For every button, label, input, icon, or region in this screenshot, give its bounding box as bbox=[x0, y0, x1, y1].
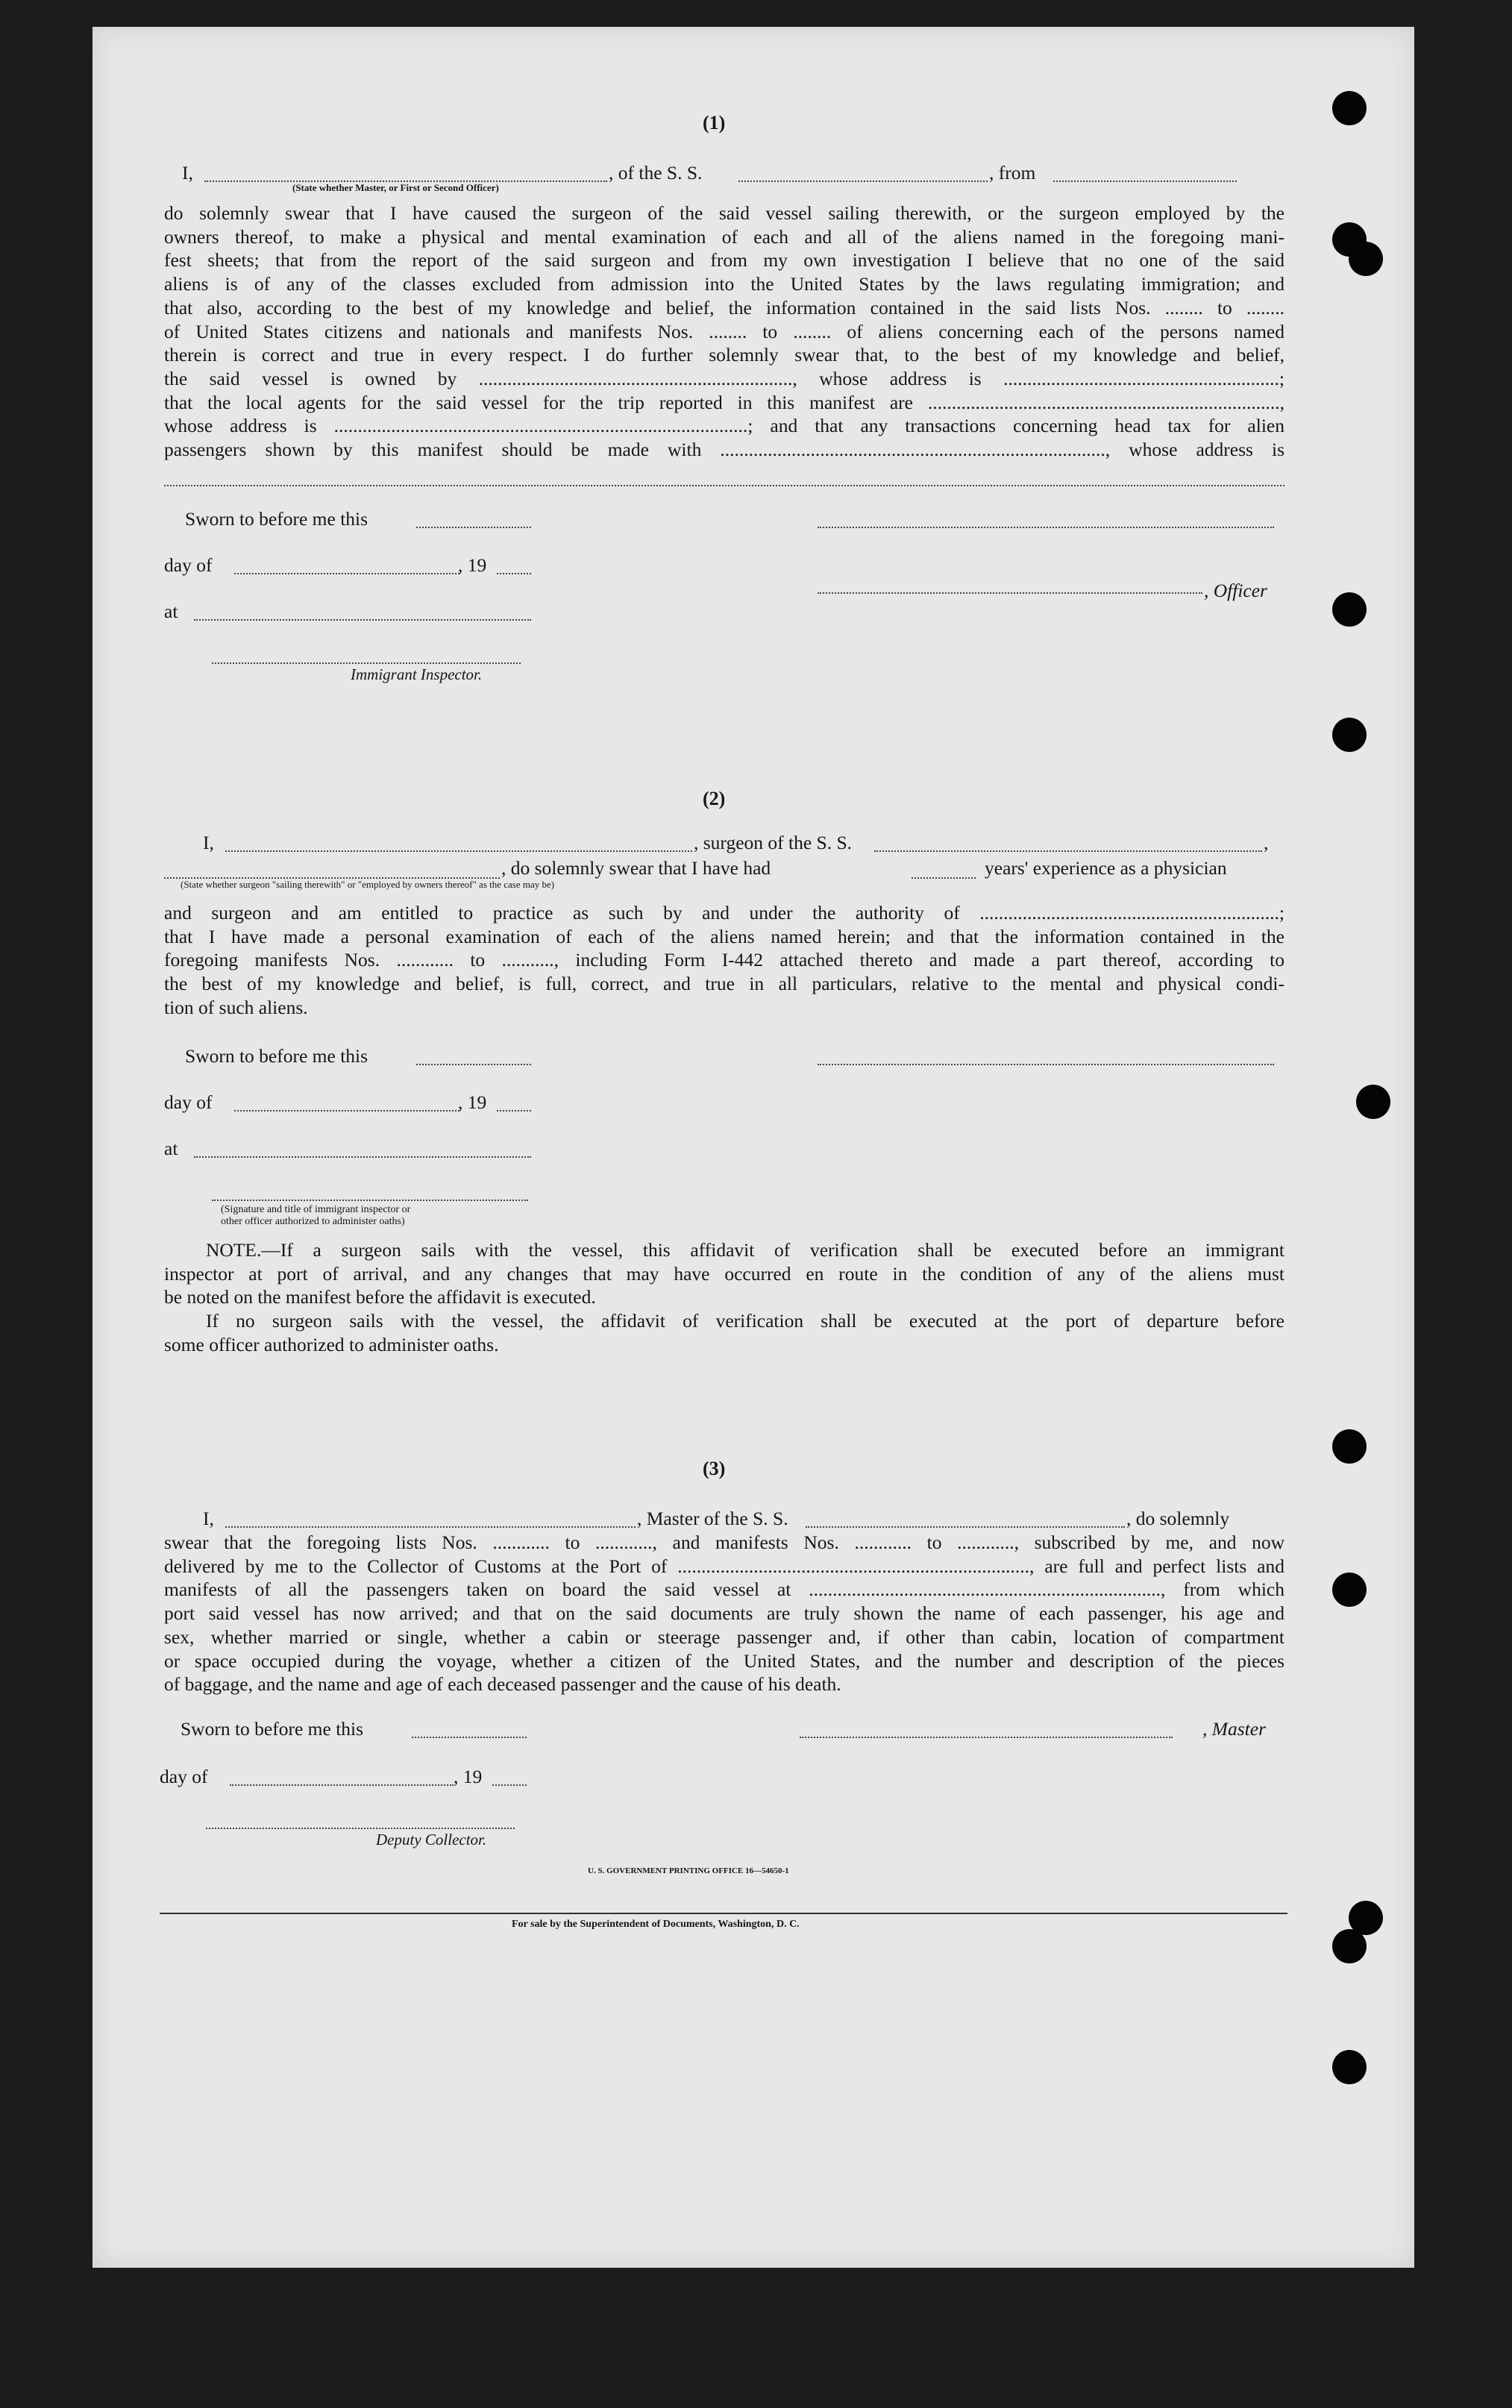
from-port-field[interactable] bbox=[1053, 181, 1237, 182]
punch-hole bbox=[1332, 592, 1367, 627]
section-1-line: passengers shown by this manifest should be made with ................................................................................., whose address is bbox=[164, 439, 1284, 461]
officer-signature-line-1[interactable] bbox=[818, 527, 1274, 528]
sworn-date-field[interactable] bbox=[416, 527, 531, 528]
surgeon-signature-line[interactable] bbox=[818, 1064, 1274, 1065]
punch-hole bbox=[1332, 91, 1367, 125]
section-2-sworn-date-field[interactable] bbox=[416, 1064, 531, 1065]
section-3-year-field[interactable] bbox=[492, 1784, 527, 1786]
section-3-line: or space occupied during the voyage, whether a citizen of the United States, and the number and description of the pieces bbox=[164, 1649, 1284, 1672]
master-signature-line[interactable] bbox=[800, 1737, 1173, 1738]
surgeon-name-field[interactable] bbox=[225, 850, 692, 852]
section-2-at-field[interactable] bbox=[194, 1156, 531, 1158]
section-2-line: tion of such aliens. bbox=[164, 996, 308, 1018]
section-1-line: the said vessel is owned by .................................................................., whose address is ..........................................................; bbox=[164, 367, 1284, 389]
section-1-line: of United States citizens and nationals and manifests Nos. ........ to ........ of aliens concerning each of the persons named bbox=[164, 320, 1284, 342]
footer-sale-note: For sale by the Superintendent of Documents, Washington, D. C. bbox=[512, 1919, 800, 1930]
section-1-number: (1) bbox=[703, 112, 726, 134]
section-1-state-note: (State whether Master, or First or Second Officer) bbox=[292, 182, 499, 193]
section-2-day-of: day of bbox=[164, 1091, 213, 1113]
vessel-name-field[interactable] bbox=[738, 181, 988, 182]
section-3-sworn: Sworn to before me this bbox=[181, 1718, 364, 1740]
section-3-line: delivered by me to the Collector of Customs at the Port of .........................................................................., are full and perfect lists and bbox=[164, 1555, 1284, 1577]
section-2-i-label: I, bbox=[203, 832, 214, 853]
section-2-at: at bbox=[164, 1138, 178, 1159]
section-3-line: sex, whether married or single, whether a cabin or steerage passenger and, if other than cabin, location of compartment bbox=[164, 1625, 1284, 1648]
punch-hole bbox=[1332, 1929, 1367, 1963]
section-2-sworn: Sworn to before me this bbox=[185, 1045, 368, 1067]
section-3-line: manifests of all the passengers taken on board the said vessel at .........................................................................., from which bbox=[164, 1578, 1284, 1601]
section-1-line: owners thereof, to make a physical and mental examination of each and all of the aliens named in the foregoing mani- bbox=[164, 225, 1284, 248]
form-sheet bbox=[92, 27, 1414, 2268]
section-1-from: , from bbox=[989, 162, 1036, 184]
inspector-signature-line[interactable] bbox=[212, 662, 521, 664]
section-1-line: aliens is of any of the classes excluded from admission into the United States by the laws regulating immigration; and bbox=[164, 273, 1284, 295]
section-3-oath-text bbox=[164, 1531, 1284, 1696]
note-line: NOTE.—If a surgeon sails with the vessel, this affidavit of verification shall be executed before an immigrant bbox=[206, 1239, 1284, 1261]
section-2-year-field[interactable] bbox=[497, 1110, 531, 1111]
section-1-officer: , Officer bbox=[1204, 580, 1267, 601]
section-2-day-of-field[interactable] bbox=[234, 1110, 459, 1111]
section-1-line: do solemnly swear that I have caused the surgeon of the said vessel sailing therewith, or the surgeon employed by the bbox=[164, 202, 1284, 224]
section-3-solemnly: , do solemnly bbox=[1126, 1508, 1230, 1529]
surgeon-vessel-field[interactable] bbox=[874, 850, 1262, 852]
at-place-field[interactable] bbox=[194, 619, 531, 621]
section-3-day-of: day of bbox=[160, 1766, 208, 1787]
punch-hole bbox=[1332, 718, 1367, 752]
section-3-day-of-field[interactable] bbox=[230, 1784, 454, 1786]
section-3-master: , Master bbox=[1202, 1718, 1266, 1740]
section-1-line: fest sheets; that from the report of the said surgeon and from my own investigation I believe that no one of the said bbox=[164, 249, 1284, 272]
deputy-signature-line[interactable] bbox=[206, 1828, 515, 1829]
punch-hole bbox=[1356, 1085, 1390, 1119]
address-continuation-field[interactable] bbox=[164, 485, 1284, 486]
section-2-swear-line: , do solemnly swear that I have had bbox=[501, 857, 771, 879]
section-1-oath-text bbox=[164, 201, 1284, 462]
section-3-deputy: Deputy Collector. bbox=[376, 1831, 487, 1849]
section-2-surgeon-of: , surgeon of the S. S. bbox=[694, 832, 853, 853]
section-2-oath-text bbox=[164, 901, 1284, 1020]
section-2-state-note: (State whether surgeon "sailing therewith" or "employed by owners thereof" as the case may be) bbox=[181, 879, 555, 890]
section-1-day-of: day of bbox=[164, 554, 213, 576]
section-1-line: therein is correct and true in every respect. I do further solemnly swear that, to the best of my knowledge and belief, bbox=[164, 344, 1284, 366]
section-1-line: that also, according to the best of my knowledge and belief, the information contained in the said lists Nos. ........ to ........ bbox=[164, 296, 1284, 319]
section-1-of-ss: , of the S. S. bbox=[609, 162, 703, 184]
section-1-sworn: Sworn to before me this bbox=[185, 508, 368, 530]
section-3-year: , 19 bbox=[454, 1766, 483, 1787]
section-2-number: (2) bbox=[703, 788, 726, 809]
section-3-sworn-date-field[interactable] bbox=[412, 1737, 527, 1738]
section-3-number: (3) bbox=[703, 1458, 726, 1479]
section-3-master-of: , Master of the S. S. bbox=[637, 1508, 788, 1529]
section-3-line: port said vessel has now arrived; and that on the said documents are truly shown the name of each passenger, his age and bbox=[164, 1602, 1284, 1625]
note-line: some officer authorized to administer oaths. bbox=[164, 1333, 499, 1355]
section-2-line: that I have made a personal examination of each of the aliens named herein; and that the information contained in the bbox=[164, 925, 1284, 947]
section-2-note bbox=[164, 1238, 1284, 1357]
master-name-field[interactable] bbox=[225, 1526, 636, 1528]
footer-rule bbox=[160, 1913, 1287, 1914]
officer-signature-line-2[interactable] bbox=[818, 592, 1202, 594]
punch-hole bbox=[1332, 2050, 1367, 2084]
punch-hole bbox=[1332, 1573, 1367, 1607]
section-2-sig-note-2: other officer authorized to administer oaths) bbox=[221, 1216, 405, 1227]
section-2-year: , 19 bbox=[458, 1091, 487, 1113]
punch-hole bbox=[1332, 1429, 1367, 1464]
section-2-comma: , bbox=[1264, 832, 1269, 853]
section-1-line: whose address is .......................................................................................; and that any transactions concerning head tax for alien bbox=[164, 415, 1284, 437]
section-2-line: the best of my knowledge and belief, is full, correct, and true in all particulars, relative to the mental and physical condi- bbox=[164, 973, 1284, 995]
printing-office-imprint: U. S. GOVERNMENT PRINTING OFFICE 16—54650-1 bbox=[588, 1866, 789, 1875]
years-experience-field[interactable] bbox=[912, 877, 976, 879]
section-2-experience: years' experience as a physician bbox=[985, 857, 1227, 879]
note-line: be noted on the manifest before the affidavit is executed. bbox=[164, 1286, 596, 1308]
section-2-line: and surgeon and am entitled to practice as such by and under the authority of ...............................................................; bbox=[164, 902, 1284, 924]
punch-hole bbox=[1349, 242, 1383, 276]
section-3-line: swear that the foregoing lists Nos. ............ to ............, and manifests Nos. ............ to ............, subscribed by me, and now bbox=[164, 1531, 1284, 1553]
section-2-authority-signature-line[interactable] bbox=[212, 1200, 528, 1201]
section-1-line: that the local agents for the said vessel for the trip reported in this manifest are .........................................................................., bbox=[164, 391, 1284, 413]
section-1-year: , 19 bbox=[458, 554, 487, 576]
section-2-sig-note-1: (Signature and title of immigrant inspector or bbox=[221, 1204, 411, 1215]
day-of-field[interactable] bbox=[234, 573, 459, 574]
section-1-inspector: Immigrant Inspector. bbox=[351, 665, 483, 683]
note-line: inspector at port of arrival, and any changes that may have occurred en route in the condition of any of the aliens must bbox=[164, 1262, 1284, 1285]
section-3-i-label: I, bbox=[203, 1508, 214, 1529]
note-line: If no surgeon sails with the vessel, the affidavit of verification shall be executed at the port of departure before bbox=[206, 1310, 1284, 1332]
master-vessel-field[interactable] bbox=[806, 1526, 1125, 1528]
year-field[interactable] bbox=[497, 573, 531, 574]
section-1-i-label: I, bbox=[182, 162, 193, 184]
section-1-at: at bbox=[164, 601, 178, 622]
section-3-line: of baggage, and the name and age of each deceased passenger and the cause of his death. bbox=[164, 1673, 841, 1696]
section-2-line: foregoing manifests Nos. ............ to ..........., including Form I-442 attached thereto and made a part thereof, according to bbox=[164, 949, 1284, 971]
